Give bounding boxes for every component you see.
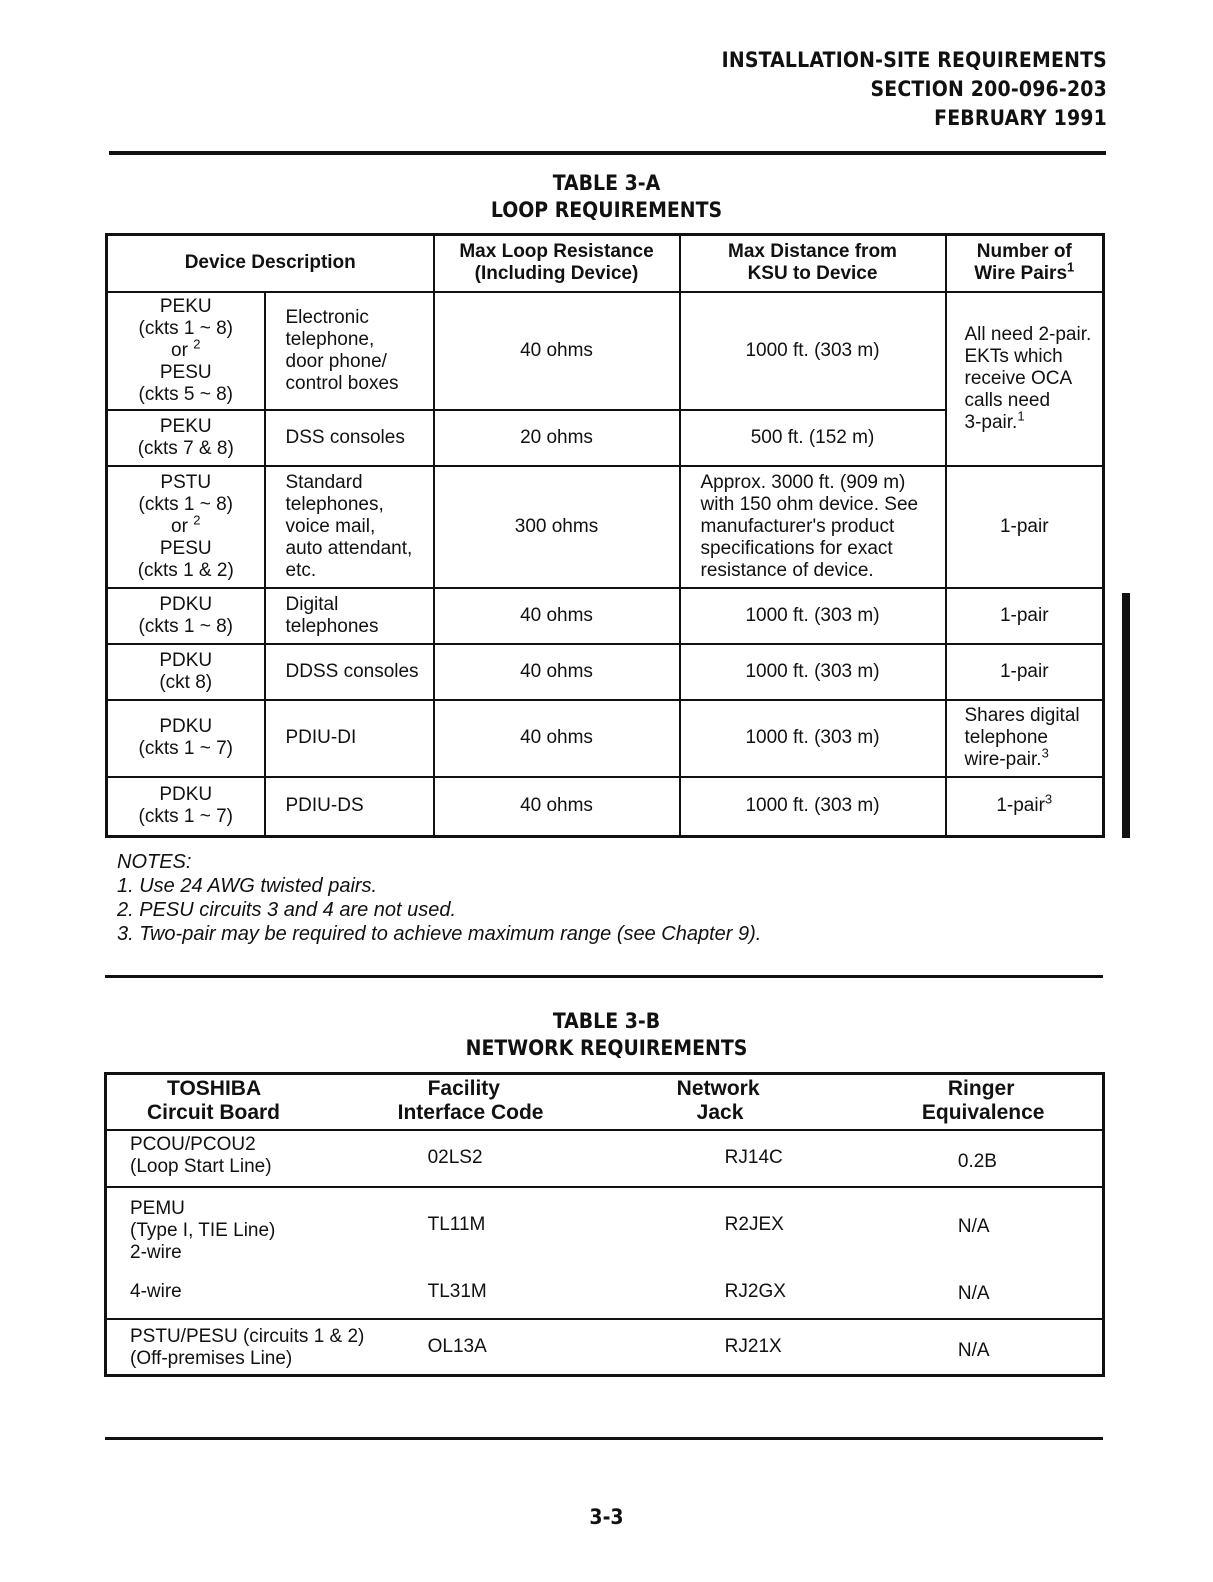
pairs-line [964, 408, 1103, 434]
ringer-cell: N/A [898, 1271, 1104, 1319]
resistance-cell: 40 ohms [434, 588, 680, 644]
header-pairs-line1: Number of [976, 241, 1072, 263]
device-cell: PDIU-DI [265, 700, 434, 777]
note-item: 2. PESU circuits 3 and 4 are not used. [117, 899, 457, 921]
header-date: FEBRUARY 1991 [934, 106, 1107, 130]
board-line: 2-wire [130, 1242, 182, 1263]
device-cell: PDIU-DS [265, 777, 434, 837]
board-line: PCOU/PCOU2 [130, 1134, 256, 1155]
table-b-number: TABLE 3-B [552, 1009, 661, 1033]
header-resistance-line2: (Including Device) [474, 263, 639, 285]
board-cell [107, 644, 265, 700]
pairs-footnote: 3 [1041, 745, 1049, 761]
board-line: PSTU [160, 471, 212, 493]
header-network-jack [639, 1074, 898, 1131]
distance-cell: 1000 ft. (303 m) [680, 644, 946, 700]
jack-cell: RJ2GX [639, 1271, 898, 1319]
header-board-line1: TOSHIBA [167, 1077, 262, 1100]
board-line: (Loop Start Line) [130, 1156, 272, 1177]
header-pairs-footnote: 1 [1067, 259, 1075, 275]
device-line: Electronic [285, 306, 369, 328]
table-row [106, 1271, 1104, 1319]
resistance-cell: 40 ohms [434, 700, 680, 777]
page-header [722, 46, 1107, 133]
board-line: (ckts 7 & 8) [137, 437, 234, 459]
pairs-text: 3-pair. [964, 411, 1018, 433]
device-line: telephone, [285, 328, 375, 350]
board-line: PDKU [159, 649, 213, 671]
board-cell [107, 466, 265, 588]
table-a-name: LOOP REQUIREMENTS [490, 198, 723, 222]
note-item: 3. Two-pair may be required to achieve maximum range (see Chapter 9). [117, 923, 762, 945]
header-max-distance [680, 235, 946, 292]
board-cell [107, 777, 265, 837]
ringer-cell: N/A [957, 1216, 990, 1237]
board-cell: 4-wire [106, 1271, 390, 1319]
header-facility-code [390, 1074, 639, 1131]
distance-cell: 1000 ft. (303 m) [680, 588, 946, 644]
header-ringer-line2: Equivalence [921, 1101, 1045, 1124]
header-max-loop-resistance [434, 235, 680, 292]
table-row [107, 466, 1104, 588]
device-line: door phone/ [285, 350, 387, 372]
pairs-line [964, 745, 1103, 771]
table-row [107, 777, 1104, 837]
jack-cell: R2JEX [724, 1214, 784, 1235]
code-cell: 02LS2 [390, 1130, 639, 1187]
table-row [107, 644, 1104, 700]
code-cell: OL13A [427, 1336, 487, 1357]
header-jack-line2: Jack [696, 1101, 744, 1124]
header-distance-line2: KSU to Device [747, 263, 878, 285]
device-cell: DSS consoles [265, 410, 434, 466]
pairs-cell: 1-pair [946, 466, 1104, 588]
board-line: PSTU/PESU (circuits 1 & 2) [130, 1326, 365, 1347]
board-footnote: 2 [193, 512, 201, 528]
device-line: control boxes [285, 372, 399, 394]
table-b-title [0, 1008, 1213, 1062]
board-line: PEMU [130, 1198, 185, 1219]
header-facility-line1: Facility [427, 1077, 500, 1100]
board-cell [106, 1319, 390, 1375]
table-a-title [0, 170, 1213, 224]
board-line: PDKU [159, 784, 213, 806]
pairs-line: EKTs which [964, 345, 1063, 367]
pairs-line: Shares digital [964, 705, 1080, 726]
pairs-merged-cell [946, 292, 1104, 466]
distance-line: with 150 ohm device. See [700, 493, 919, 515]
header-circuit-board [106, 1074, 390, 1131]
pairs-line: receive OCA [964, 367, 1073, 389]
ringer-cell: N/A [957, 1340, 990, 1361]
board-line: (Type I, TIE Line) [130, 1220, 276, 1241]
pairs-cell [946, 700, 1104, 777]
notes-title: NOTES: [117, 851, 192, 873]
top-rule [109, 151, 1106, 155]
code-cell: TL31M [390, 1271, 639, 1319]
header-resistance-line1: Max Loop Resistance [459, 241, 654, 263]
board-or: or [171, 339, 188, 361]
distance-line: specifications for exact [700, 537, 893, 559]
board-line: PDKU [159, 716, 213, 737]
resistance-cell: 300 ohms [434, 466, 680, 588]
device-line: voice mail, [285, 515, 376, 537]
pairs-footnote: 1 [1017, 408, 1025, 424]
board-line: (ckts 1 ~ 8) [138, 615, 233, 637]
board-line: (ckts 5 ~ 8) [138, 383, 233, 405]
pairs-line: telephone [964, 727, 1048, 748]
device-line: etc. [285, 559, 317, 581]
table-row [107, 588, 1104, 644]
board-line: PDKU [159, 593, 213, 615]
pairs-text: 1-pair [996, 795, 1045, 817]
distance-cell: 500 ft. (152 m) [680, 410, 946, 466]
pairs-text: wire-pair. [964, 749, 1042, 770]
distance-line: resistance of device. [700, 559, 874, 581]
pairs-line: All need 2-pair. [964, 323, 1092, 345]
header-device-description: Device Description [107, 235, 434, 292]
device-line: Digital [285, 593, 339, 615]
page-number: 3-3 [589, 1505, 624, 1529]
board-line: (ckt 8) [159, 671, 213, 693]
board-line: PESU [159, 361, 212, 383]
board-cell [107, 292, 265, 410]
board-line: PESU [159, 537, 212, 559]
board-or: or [171, 515, 188, 537]
header-section: SECTION 200-096-203 [870, 77, 1107, 101]
loop-requirements-table [105, 233, 1105, 838]
pairs-footnote: 3 [1044, 791, 1053, 807]
code-cell: TL11M [427, 1214, 486, 1235]
device-cell [265, 466, 434, 588]
table-row [107, 292, 1104, 410]
device-line: telephones [285, 615, 379, 637]
board-line [108, 336, 264, 362]
board-footnote: 2 [193, 336, 201, 352]
header-distance-line1: Max Distance from [728, 241, 897, 263]
network-requirements-table [104, 1072, 1105, 1377]
resistance-cell: 40 ohms [434, 644, 680, 700]
change-bar [1122, 593, 1130, 838]
resistance-cell: 40 ohms [434, 292, 680, 410]
header-board-line2: Circuit Board [147, 1101, 281, 1124]
resistance-cell: 20 ohms [434, 410, 680, 466]
notes [117, 850, 761, 946]
header-facility-line2: Interface Code [397, 1101, 544, 1124]
device-cell [265, 588, 434, 644]
header-pairs-line2 [947, 259, 1103, 285]
board-line: (Off-premises Line) [130, 1348, 293, 1369]
table-row [107, 700, 1104, 777]
table-row [106, 1319, 1104, 1375]
jack-cell: RJ21X [724, 1336, 782, 1357]
table-b-header-row [106, 1074, 1104, 1131]
jack-cell: RJ14C [639, 1130, 898, 1187]
device-line: Standard [285, 471, 363, 493]
device-line: auto attendant, [285, 537, 413, 559]
board-line: (ckts 1 & 2) [137, 559, 234, 581]
distance-line: Approx. 3000 ft. (909 m) [700, 471, 906, 493]
device-cell: DDSS consoles [265, 644, 434, 700]
board-line: PEKU [159, 415, 212, 437]
header-wire-pairs [946, 235, 1104, 292]
distance-line: manufacturer's product [700, 515, 895, 537]
table-a-header-row [107, 235, 1104, 292]
header-title: INSTALLATION-SITE REQUIREMENTS [721, 48, 1107, 72]
board-cell [107, 588, 265, 644]
distance-cell: 1000 ft. (303 m) [680, 777, 946, 837]
distance-cell [680, 466, 946, 588]
header-ringer-line1: Ringer [947, 1077, 1015, 1100]
board-cell [107, 700, 265, 777]
pairs-cell [946, 777, 1104, 837]
header-jack-line1: Network [676, 1077, 760, 1100]
table-b-name: NETWORK REQUIREMENTS [465, 1036, 748, 1060]
header-ringer-equivalence [898, 1074, 1104, 1131]
board-cell [106, 1187, 390, 1271]
board-line: PEKU [159, 295, 212, 317]
middle-rule [105, 975, 1103, 978]
distance-cell: 1000 ft. (303 m) [680, 700, 946, 777]
board-line: (ckts 1 ~ 8) [138, 493, 233, 515]
table-a-number: TABLE 3-A [552, 171, 661, 195]
pairs-line: calls need [964, 389, 1051, 411]
board-line: (ckts 1 ~ 7) [138, 806, 233, 828]
ringer-cell: 0.2B [898, 1130, 1104, 1187]
note-item: 1. Use 24 AWG twisted pairs. [117, 875, 378, 897]
bottom-rule [105, 1437, 1103, 1440]
board-cell [107, 410, 265, 466]
board-line [108, 512, 264, 538]
table-row [106, 1130, 1104, 1187]
pairs-cell: 1-pair [946, 588, 1104, 644]
resistance-cell: 40 ohms [434, 777, 680, 837]
header-pairs-text: Wire Pairs [974, 263, 1068, 285]
board-line: (ckts 1 ~ 7) [138, 738, 233, 759]
device-line: telephones, [285, 493, 384, 515]
device-cell [265, 292, 434, 410]
board-cell [106, 1130, 390, 1187]
board-line: (ckts 1 ~ 8) [138, 317, 233, 339]
distance-cell: 1000 ft. (303 m) [680, 292, 946, 410]
pairs-cell: 1-pair [946, 644, 1104, 700]
table-row [106, 1187, 1104, 1271]
